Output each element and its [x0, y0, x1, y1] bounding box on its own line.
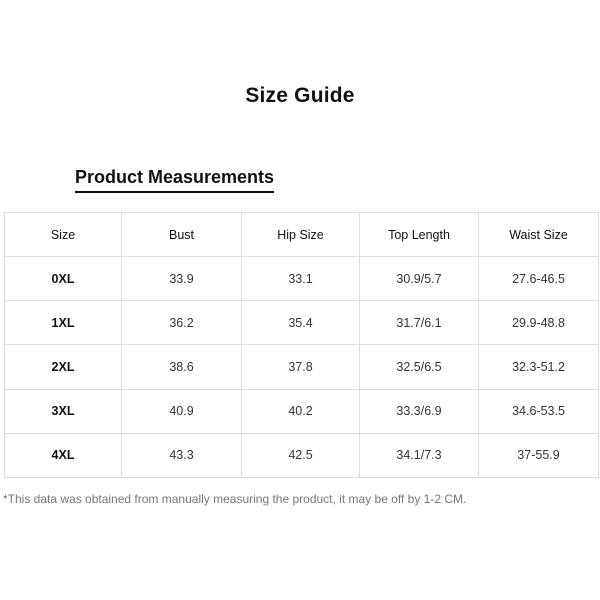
cell-bust: 43.3	[122, 433, 242, 477]
cell-waist-size: 29.9-48.8	[479, 301, 599, 345]
cell-bust: 33.9	[122, 257, 242, 301]
cell-bust: 40.9	[122, 389, 242, 433]
cell-size: 2XL	[5, 345, 122, 389]
cell-waist-size: 34.6-53.5	[479, 389, 599, 433]
header-bust: Bust	[122, 213, 242, 257]
header-waist-size: Waist Size	[479, 213, 599, 257]
cell-bust: 36.2	[122, 301, 242, 345]
cell-size: 0XL	[5, 257, 122, 301]
cell-top-length: 30.9/5.7	[360, 257, 479, 301]
header-hip-size: Hip Size	[242, 213, 360, 257]
cell-top-length: 34.1/7.3	[360, 433, 479, 477]
cell-size: 1XL	[5, 301, 122, 345]
cell-hip-size: 33.1	[242, 257, 360, 301]
cell-hip-size: 40.2	[242, 389, 360, 433]
cell-top-length: 32.5/6.5	[360, 345, 479, 389]
cell-top-length: 33.3/6.9	[360, 389, 479, 433]
table-row	[5, 301, 599, 345]
table-row	[5, 433, 599, 477]
cell-bust: 38.6	[122, 345, 242, 389]
cell-hip-size: 42.5	[242, 433, 360, 477]
size-table	[4, 212, 599, 478]
cell-top-length: 31.7/6.1	[360, 301, 479, 345]
cell-size: 3XL	[5, 389, 122, 433]
table-header-row	[5, 213, 599, 257]
cell-waist-size: 27.6-46.5	[479, 257, 599, 301]
measurement-footnote: *This data was obtained from manually measuring the product, it may be off by 1-2 CM.	[3, 492, 467, 506]
cell-size: 4XL	[5, 433, 122, 477]
cell-hip-size: 37.8	[242, 345, 360, 389]
header-size: Size	[5, 213, 122, 257]
cell-hip-size: 35.4	[242, 301, 360, 345]
header-top-length: Top Length	[360, 213, 479, 257]
cell-waist-size: 32.3-51.2	[479, 345, 599, 389]
table-row	[5, 345, 599, 389]
section-title: Product Measurements	[75, 166, 274, 193]
table-row	[5, 389, 599, 433]
cell-waist-size: 37-55.9	[479, 433, 599, 477]
table-row	[5, 257, 599, 301]
page-title: Size Guide	[245, 84, 355, 107]
